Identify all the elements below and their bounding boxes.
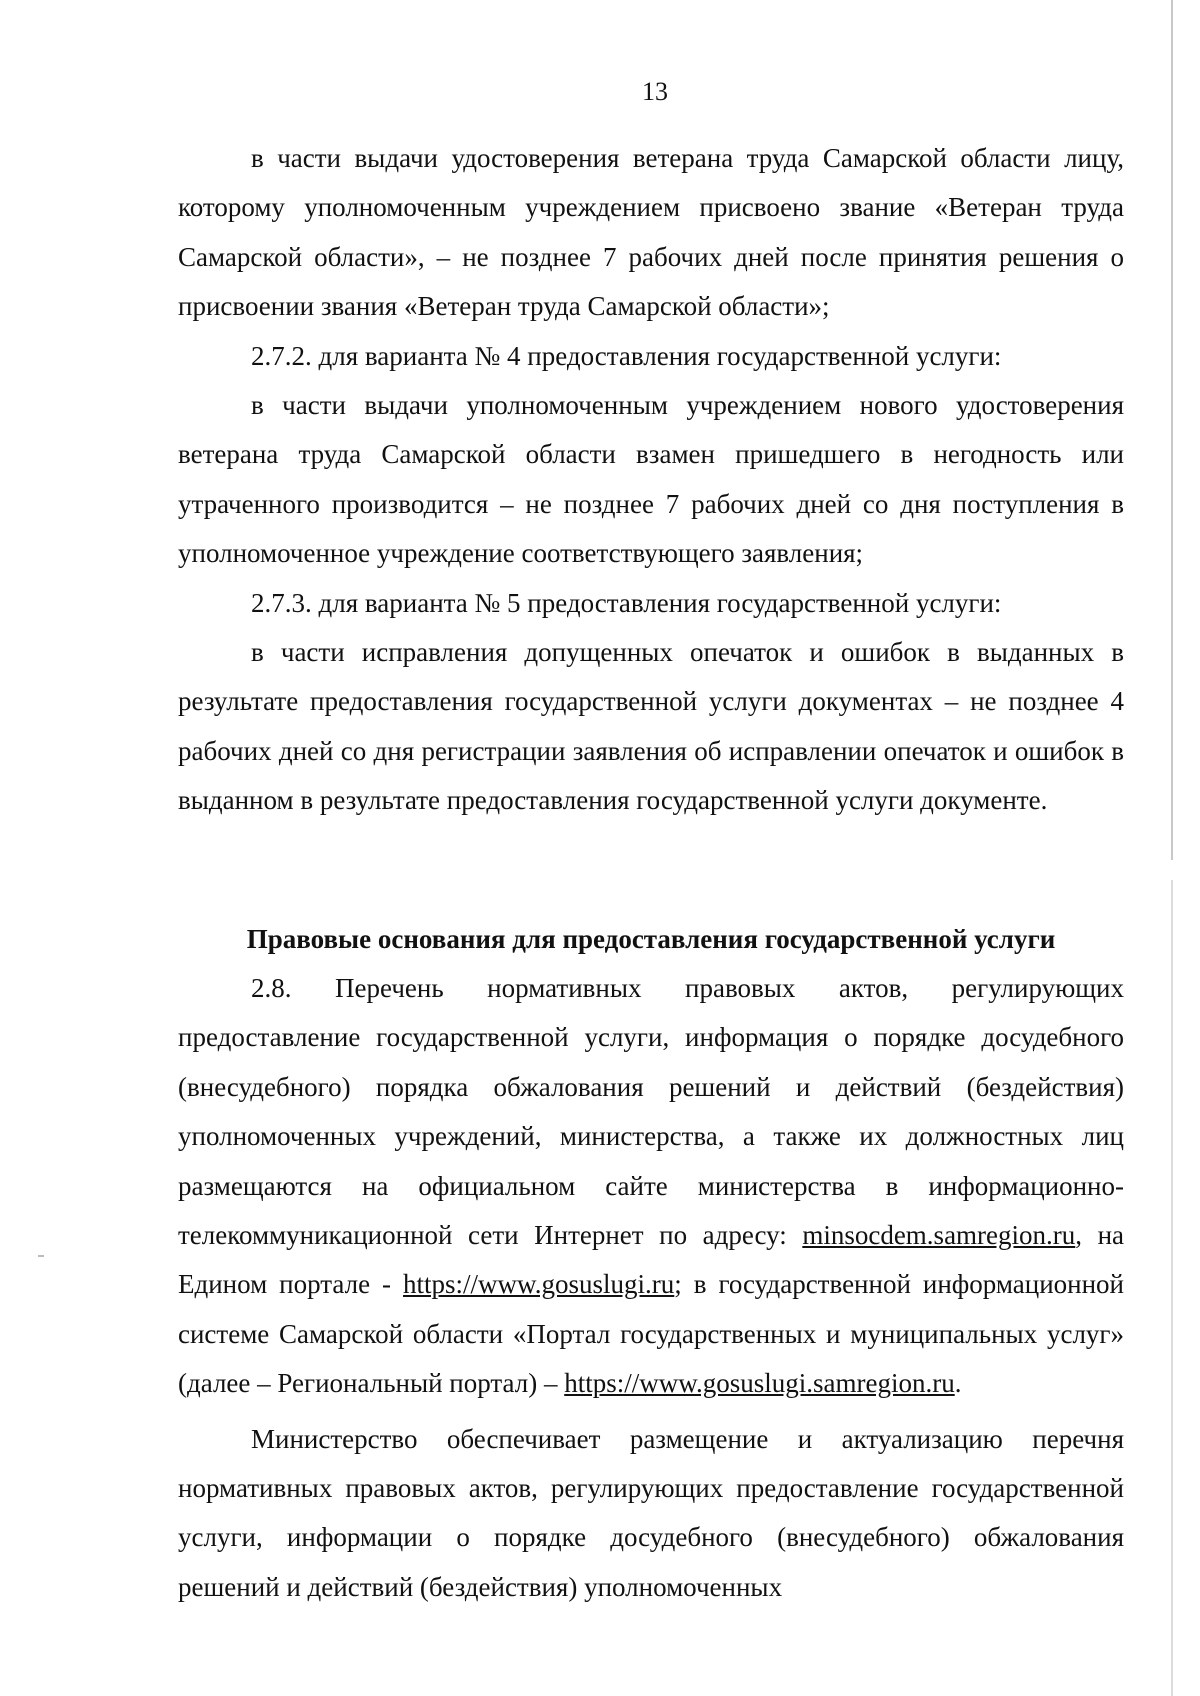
paragraph-2-7-2: 2.7.2. для варианта № 4 предоставления государственной услуги: — [251, 340, 1002, 371]
paragraph-ministry-publication: Министерство обеспечивает размещение и актуализацию перечня нормативных правовых актов, регулирующих предоставление государственной услуги, информации о порядке досудебного (внесудебного) обжалования решений и действий (бездействия) уполномоченных — [178, 1423, 1124, 1602]
paragraph-2-8-text-b: , на Едином портале - — [178, 1220, 1125, 1300]
paragraph-2-8-text-a: 2.8. Перечень нормативных правовых актов, регулирующих предоставление государственной услуги, информация о порядке досудебного (внесудебного) порядка обжалования решений и действий (бездействия) уполномоченных учреждений, министерства, а также их должностных лиц размещаются на официальном сайте министерства в информационно-телекоммуникационной сети Интернет по адресу: — [178, 973, 1124, 1251]
paragraph-replacement-certificate: в части выдачи уполномоченным учреждением нового удостоверения ветерана труда Самарской области взамен пришедшего в негодность или утраченного производится – не позднее 7 рабочих дней со дня поступления в уполномоченное учреждение соответствующего заявления; — [178, 390, 1124, 569]
link-minsocdem[interactable]: minsocdem.samregion.ru — [802, 1220, 1076, 1251]
page-number: 13 — [642, 77, 668, 106]
scan-edge-line-lower — [1171, 880, 1173, 1696]
link-gosuslugi-samregion[interactable]: https://www.gosuslugi.samregion.ru — [564, 1368, 955, 1399]
paragraph-typo-correction: в части исправления допущенных опечаток и ошибок в выданных в результате предоставления государственной услуги документах – не позднее 4 рабочих дней со дня регистрации заявления об исправлении опечаток и ошибок в выданном в результате предоставления государственной услуги документе. — [178, 637, 1124, 816]
paragraph-2-8 — [178, 964, 1124, 1409]
paragraph-2-8-text-c: ; в государственной информационной системе Самарской области «Портал государственных и муниципальных услуг» (далее – Региональный портал) – — [178, 1269, 1124, 1399]
scan-speck — [38, 1255, 44, 1257]
scan-edge-line — [1171, 0, 1173, 860]
paragraph-2-7-3: 2.7.3. для варианта № 5 предоставления государственной услуги: — [251, 587, 1002, 618]
paragraph-2-8-text-d: . — [954, 1368, 962, 1399]
section-heading-legal-basis: Правовые основания для предоставления государственной услуги — [246, 924, 1056, 954]
section-2-7-continuation — [178, 134, 1124, 826]
section-2-8 — [178, 964, 1124, 1612]
link-gosuslugi[interactable]: https://www.gosuslugi.ru — [403, 1269, 675, 1300]
paragraph-veteran-title-issuance: в части выдачи удостоверения ветерана труда Самарской области лицу, которому уполномоченным учреждением присвоено звание «Ветеран труда Самарской области», – не позднее 7 рабочих дней после принятия решения о присвоении звания «Ветеран труда Самарской области»; — [178, 143, 1124, 322]
